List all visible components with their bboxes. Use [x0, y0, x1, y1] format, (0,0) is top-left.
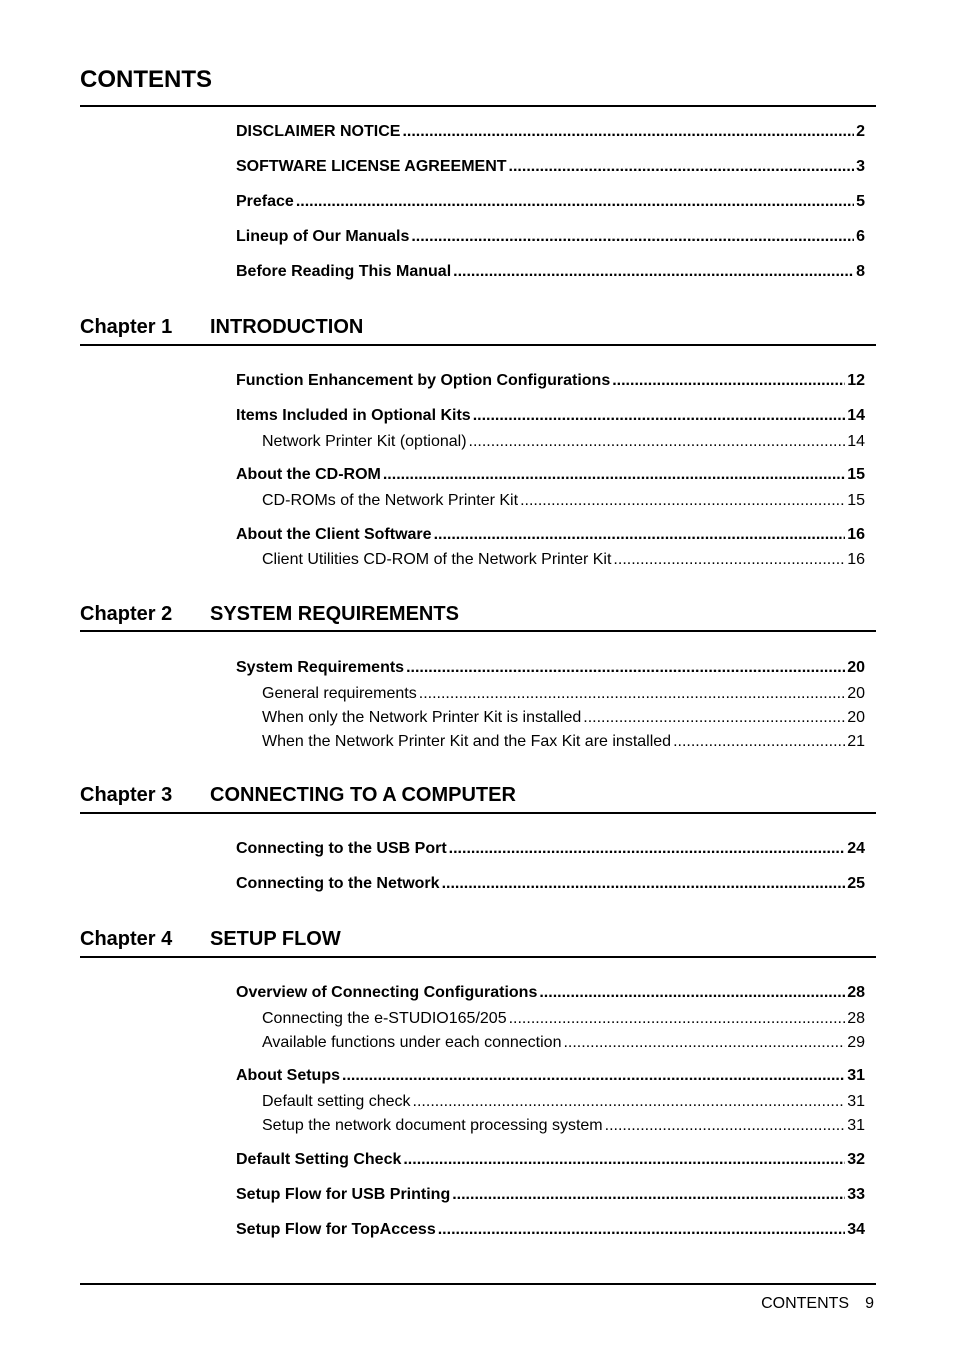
toc-leader — [411, 228, 854, 246]
toc-page-number: 14 — [847, 407, 865, 424]
toc-leader — [673, 733, 845, 751]
toc-page-number: 2 — [856, 123, 865, 140]
toc-entry[interactable] — [236, 263, 865, 281]
toc-page-number: 14 — [847, 433, 865, 450]
toc-entry[interactable] — [236, 875, 865, 893]
toc-leader — [473, 407, 846, 425]
toc-page-number: 5 — [856, 193, 865, 210]
toc-entry[interactable] — [236, 659, 865, 677]
toc-page-number: 3 — [856, 158, 865, 175]
toc-page-number: 33 — [847, 1186, 865, 1203]
toc-page-number: 16 — [847, 551, 865, 568]
toc-leader — [403, 1151, 845, 1169]
toc-leader — [539, 984, 845, 1002]
toc-leader — [509, 158, 855, 176]
toc-entry-title: CD-ROMs of the Network Printer Kit — [262, 492, 519, 509]
toc-entry[interactable] — [236, 193, 865, 211]
toc-page-number: 31 — [847, 1093, 865, 1110]
toc-leader — [434, 526, 846, 544]
toc-leader — [342, 1067, 845, 1085]
toc-leader — [563, 1034, 845, 1052]
toc-subentry[interactable] — [262, 685, 865, 703]
chapter-number: Chapter 1 — [80, 316, 173, 338]
toc-entry-title: Default setting check — [262, 1093, 411, 1110]
toc-entry[interactable] — [236, 1067, 865, 1085]
toc-entry[interactable] — [236, 158, 865, 176]
toc-entry-title: Connecting to the USB Port — [236, 840, 447, 857]
toc-page-number: 28 — [847, 984, 865, 1001]
toc-page-number: 20 — [847, 659, 865, 676]
toc-leader — [438, 1221, 845, 1239]
toc-leader — [449, 840, 846, 858]
toc-page-number: 21 — [847, 733, 865, 750]
toc-page-number: 32 — [847, 1151, 865, 1168]
page-footer — [761, 1295, 874, 1313]
toc-entry[interactable] — [236, 840, 865, 858]
toc-entry-title: Network Printer Kit (optional) — [262, 433, 467, 450]
toc-entry-title: General requirements — [262, 685, 417, 702]
footer-label: CONTENTS — [761, 1295, 850, 1312]
toc-leader — [613, 551, 845, 569]
toc-page-number: 25 — [847, 875, 865, 892]
toc-page-number: 6 — [856, 228, 865, 245]
chapter-rule — [80, 956, 876, 958]
chapter-rule — [80, 630, 876, 632]
toc-subentry[interactable] — [262, 1093, 865, 1111]
toc-subentry[interactable] — [262, 492, 865, 510]
toc-page-number: 20 — [847, 709, 865, 726]
toc-page-number: 34 — [847, 1221, 865, 1238]
toc-page-number: 8 — [856, 263, 865, 280]
toc-subentry[interactable] — [262, 1117, 865, 1135]
footer-page-number: 9 — [865, 1295, 874, 1312]
chapter-number: Chapter 3 — [80, 784, 173, 806]
toc-leader — [442, 875, 846, 893]
chapter-title: SETUP FLOW — [210, 928, 341, 950]
toc-entry[interactable] — [236, 1186, 865, 1204]
toc-leader — [402, 123, 854, 141]
toc-leader — [605, 1117, 846, 1135]
toc-entry[interactable] — [236, 1151, 865, 1169]
toc-leader — [583, 709, 845, 727]
toc-leader — [296, 193, 854, 211]
toc-subentry[interactable] — [262, 709, 865, 727]
toc-entry-title: Connecting the e-STUDIO165/205 — [262, 1010, 507, 1027]
toc-leader — [469, 433, 846, 451]
toc-leader — [406, 659, 845, 677]
chapter-title: SYSTEM REQUIREMENTS — [210, 603, 459, 625]
toc-page-number: 31 — [847, 1117, 865, 1134]
chapter-number: Chapter 4 — [80, 928, 173, 950]
toc-entry-title: DISCLAIMER NOTICE — [236, 123, 401, 140]
toc-entry-title: About the Client Software — [236, 526, 432, 543]
page-title: CONTENTS — [80, 66, 212, 93]
toc-leader — [612, 372, 845, 390]
toc-subentry[interactable] — [262, 1010, 865, 1028]
toc-entry-title: Function Enhancement by Option Configurations — [236, 372, 611, 389]
toc-entry-title: About Setups — [236, 1067, 340, 1084]
toc-page-number: 15 — [847, 492, 865, 509]
toc-entry-title: Client Utilities CD-ROM of the Network Printer Kit — [262, 551, 612, 568]
toc-entry[interactable] — [236, 1221, 865, 1239]
toc-entry-title: Setup Flow for TopAccess — [236, 1221, 436, 1238]
chapter-rule — [80, 812, 876, 814]
toc-entry[interactable] — [236, 526, 865, 544]
toc-entry[interactable] — [236, 228, 865, 246]
toc-entry[interactable] — [236, 407, 865, 425]
toc-page-number: 24 — [847, 840, 865, 857]
toc-page-number: 16 — [847, 526, 865, 543]
toc-entry-title: Before Reading This Manual — [236, 263, 452, 280]
toc-leader — [509, 1010, 846, 1028]
toc-leader — [383, 466, 845, 484]
toc-entry-title: Lineup of Our Manuals — [236, 228, 410, 245]
toc-entry-title: Setup the network document processing system — [262, 1117, 603, 1134]
toc-entry-title: Preface — [236, 193, 294, 210]
toc-leader — [452, 1186, 845, 1204]
chapter-rule — [80, 344, 876, 346]
toc-leader — [453, 263, 854, 281]
toc-entry-title: About the CD-ROM — [236, 466, 381, 483]
toc-entry-title: SOFTWARE LICENSE AGREEMENT — [236, 158, 507, 175]
toc-entry-title: System Requirements — [236, 659, 405, 676]
toc-leader — [419, 685, 845, 703]
toc-leader — [413, 1093, 846, 1111]
toc-page-number: 15 — [847, 466, 865, 483]
toc-page-number: 31 — [847, 1067, 865, 1084]
toc-page-number: 28 — [847, 1010, 865, 1027]
toc-entry-title: Available functions under each connection — [262, 1034, 562, 1051]
toc-entry-title: Setup Flow for USB Printing — [236, 1186, 451, 1203]
title-rule — [80, 105, 876, 107]
toc-entry-title: Default Setting Check — [236, 1151, 402, 1168]
toc-page-number: 20 — [847, 685, 865, 702]
toc-entry-title: Items Included in Optional Kits — [236, 407, 471, 424]
chapter-title: INTRODUCTION — [210, 316, 364, 338]
chapter-number: Chapter 2 — [80, 603, 173, 625]
toc-entry-title: When only the Network Printer Kit is installed — [262, 709, 582, 726]
toc-subentry[interactable] — [262, 433, 865, 451]
toc-subentry[interactable] — [262, 551, 865, 569]
toc-subentry[interactable] — [262, 1034, 865, 1052]
chapter-title: CONNECTING TO A COMPUTER — [210, 784, 516, 806]
toc-page-number: 12 — [847, 372, 865, 389]
toc-entry-title: When the Network Printer Kit and the Fax Kit are installed — [262, 733, 672, 750]
toc-subentry[interactable] — [262, 733, 865, 751]
footer-rule — [80, 1283, 876, 1285]
toc-page-number: 29 — [847, 1034, 865, 1051]
toc-entry[interactable] — [236, 372, 865, 390]
toc-entry-title: Connecting to the Network — [236, 875, 440, 892]
toc-entry-title: Overview of Connecting Configurations — [236, 984, 538, 1001]
toc-entry[interactable] — [236, 123, 865, 141]
toc-entry[interactable] — [236, 466, 865, 484]
toc-leader — [520, 492, 845, 510]
toc-entry[interactable] — [236, 984, 865, 1002]
